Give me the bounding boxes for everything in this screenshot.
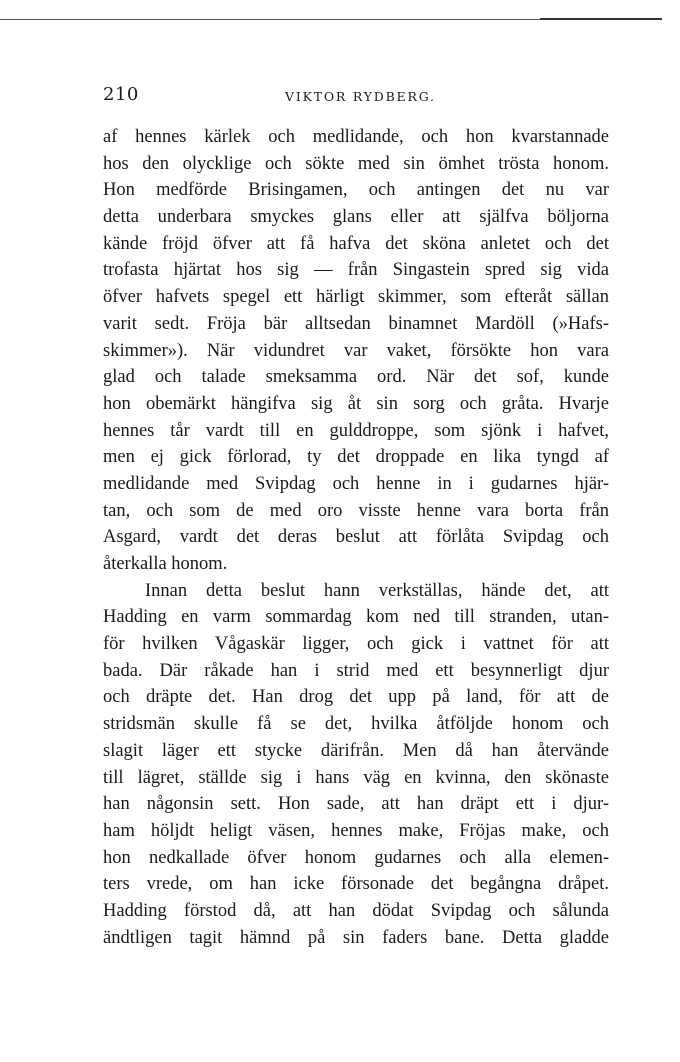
text-line: till lägret, ställde sig i hans väg en kvinna, den skönaste (103, 767, 609, 788)
top-rule-heavy (540, 18, 662, 20)
text-line: Asgard, vardt det deras beslut att förlåta Svipdag och (103, 527, 609, 548)
text-line: bada. Där råkade han i strid med ett besynnerligt djur (103, 660, 609, 681)
text-line: hennes tår vardt till en gulddroppe, som sjönk i hafvet, (103, 420, 609, 441)
text-line: af hennes kärlek och medlidande, och hon kvarstannade (103, 127, 609, 147)
paragraph-end-line: återkalla honom. (103, 554, 228, 574)
text-line: slagit läger ett stycke därifrån. Men då han återvände (103, 740, 609, 761)
text-line: hos den olycklige och sökte med sin ömhet trösta honom. (103, 153, 609, 174)
text-line: tan, och som de med oro visste henne vara borta från (103, 500, 609, 521)
text-line: skimmer»). När vidundret var vaket, försökte hon vara (103, 340, 609, 361)
text-line: varit sedt. Fröja bär alltsedan binamnet Mardöll (»Hafs- (103, 313, 609, 334)
text-line: Hadding förstod då, att han dödat Svipdag och sålunda (103, 900, 609, 921)
text-line: stridsmän skulle få se det, hvilka åtföljde honom och (103, 714, 609, 735)
text-line: hon nedkallade öfver honom gudarnes och alla elemen- (103, 847, 609, 868)
text-line: medlidande med Svipdag och henne in i gudarnes hjär- (103, 473, 609, 494)
text-line: kände fröjd öfver att få hafva det sköna anletet och det (103, 233, 609, 254)
text-line: men ej gick förlorad, ty det droppade en lika tyngd af (103, 447, 609, 468)
running-title: VIKTOR RYDBERG. (285, 89, 436, 104)
text-line: ters vrede, om han icke försonade det begångna dråpet. (103, 874, 609, 895)
text-line: han någonsin sett. Hon sade, att han dräpt ett i djur- (103, 794, 609, 815)
text-line: för hvilken Vågaskär ligger, och gick i vattnet för att (103, 634, 609, 655)
paragraph-start-line: Innan detta beslut hann verkställas, hände det, att (145, 580, 609, 601)
text-line: ändtligen tagit hämnd på sin faders bane. Detta gladde (103, 927, 609, 948)
text-line: detta underbara smyckes glans eller att själfva böljorna (103, 207, 609, 228)
text-line: glad och talade smeksamma ord. När det sof, kunde (103, 367, 609, 388)
text-line: ham höljdt heligt väsen, hennes make, Fröjas make, och (103, 820, 609, 841)
text-line: öfver hafvets spegel ett härligt skimmer, som efteråt sällan (103, 287, 609, 308)
text-line: Hon medförde Brisingamen, och antingen det nu var (103, 180, 609, 201)
text-line: trofasta hjärtat hos sig — från Singastein spred sig vida (103, 260, 609, 281)
page-number: 210 (103, 84, 139, 105)
text-line: Hadding en varm sommardag kom ned till stranden, utan- (103, 607, 609, 628)
text-line: hon obemärkt hängifva sig åt sin sorg och gråta. Hvarje (103, 393, 609, 414)
text-line: och dräpte det. Han drog det upp på land, för att de (103, 687, 609, 708)
running-head (103, 84, 609, 108)
body-text (103, 124, 609, 951)
